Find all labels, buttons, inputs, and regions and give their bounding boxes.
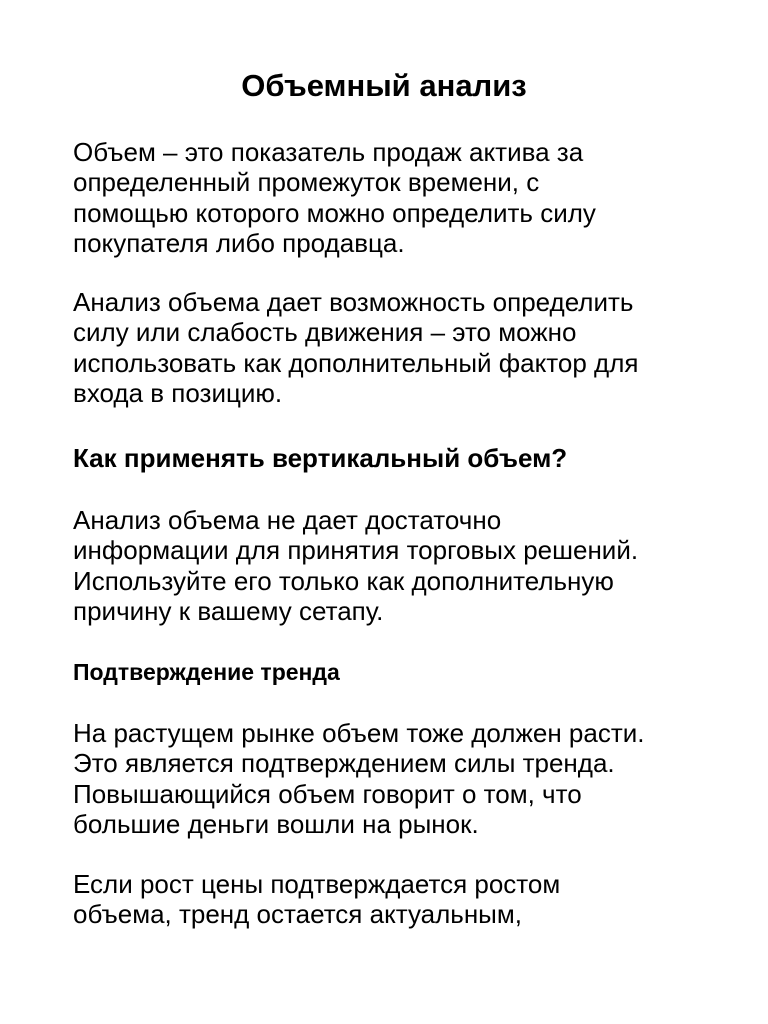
analysis-paragraph [73, 287, 733, 408]
price-growth-paragraph [73, 869, 733, 930]
text-line: Используйте его только как дополнительную [73, 565, 614, 596]
intro-paragraph [73, 137, 733, 258]
text-line: Анализ объема дает возможность определить [73, 287, 634, 317]
text-line: входа в позицию. [73, 377, 283, 408]
text-line: На растущем рынке объем тоже должен расти. [73, 718, 645, 748]
text-line: объема, тренд остается актуальным, [73, 899, 522, 930]
text-line: Объем – это показатель продаж актива за [73, 137, 584, 167]
text-line: большие деньги вошли на рынок. [73, 808, 479, 839]
text-line: определенный промежуток времени, с [73, 167, 540, 198]
text-line: покупателя либо продавца. [73, 227, 405, 258]
trend-paragraph [73, 718, 733, 839]
text-line: информации для принятия торговых решений. [73, 535, 639, 566]
text-line: Повышающийся объем говорит о том, что [73, 778, 582, 809]
text-line: использовать как дополнительный фактор для [73, 347, 639, 378]
text-line: Это является подтверждением силы тренда. [73, 748, 615, 779]
page-title: Объемный анализ [241, 68, 527, 103]
subsection-heading-trend-confirmation: Подтверждение тренда [73, 659, 340, 685]
section-heading-vertical-volume: Как применять вертикальный объем? [73, 443, 568, 473]
text-line: Анализ объема не дает достаточно [73, 505, 502, 535]
text-line: Если рост цены подтверждается ростом [73, 869, 561, 899]
text-line: силу или слабость движения – это можно [73, 317, 577, 348]
text-line: причину к вашему сетапу. [73, 595, 384, 626]
vertical-volume-paragraph [73, 505, 733, 626]
text-line: помощью которого можно определить силу [73, 197, 596, 228]
